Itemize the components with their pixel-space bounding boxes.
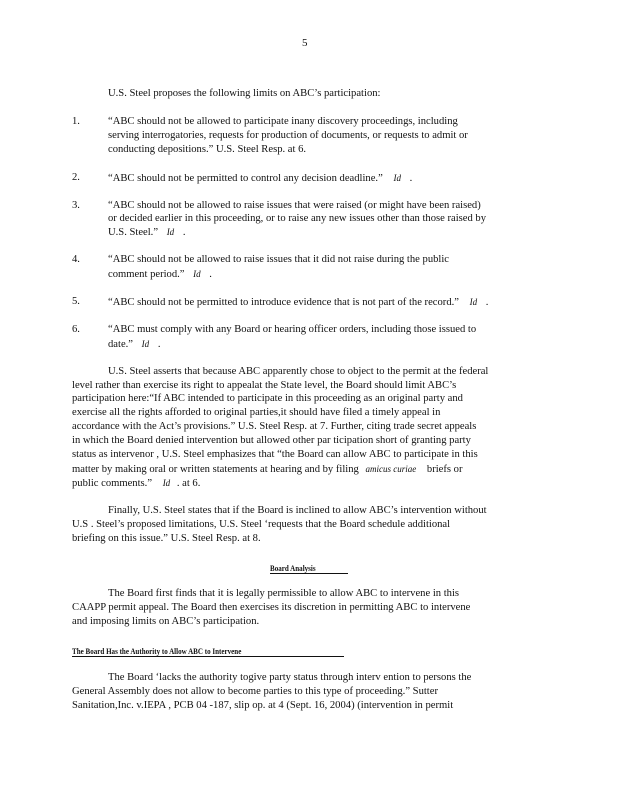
item-1-line-2: serving interrogatories, requests for production of documents, or requests to admit or	[108, 130, 468, 141]
para4-line-2: General Assembly does not allow to become parties to this type of proceeding.” Sutter	[72, 686, 438, 697]
item-6-line-1: “ABC must comply with any Board or hearing officer orders, including those issued to	[108, 324, 477, 335]
para1-at: . at 6.	[176, 478, 201, 489]
item-4-id-tail: .	[209, 269, 212, 280]
item-4-id-cite: Id	[193, 269, 201, 279]
authority-underline	[72, 656, 344, 657]
para2-line-1: Finally, U.S. Steel states that if the Board is inclined to allow ABC’s intervention without	[108, 505, 487, 516]
para1-line-9-text: public comments.”	[72, 478, 153, 489]
item-4-number: 4.	[72, 254, 80, 265]
item-3-id-cite: Id	[166, 227, 175, 237]
item-6-line-2	[108, 338, 160, 351]
board-analysis-heading: Board Analysis	[270, 563, 316, 573]
item-3-number: 3.	[72, 200, 80, 211]
item-6-id-cite: Id	[141, 339, 150, 349]
item-3-line-3	[108, 226, 186, 239]
para1-line-7: status as intervenor , U.S. Steel emphasizes that “the Board can allow ABC to participate in this	[72, 449, 478, 460]
item-4-line-1: “ABC should not be allowed to raise issues that it did not raise during the public	[108, 254, 450, 265]
item-5-text: “ABC should not be permitted to introduce evidence that is not part of the record.”	[108, 297, 459, 308]
para1-line-6: in which the Board denied intervention but allowed other par ticipation short of granting party	[72, 435, 471, 446]
para2-line-2: U.S . Steel’s proposed limitations, U.S. Steel ‘requests that the Board schedule additional	[72, 519, 451, 530]
item-1-line-1: “ABC should not be allowed to participate inany discovery proceedings, including	[108, 116, 458, 127]
item-6-number: 6.	[72, 324, 80, 335]
item-3-id-tail: .	[182, 227, 186, 238]
para1-line-3: participation here:“If ABC intended to participate in this proceeding as an original party and	[72, 393, 463, 404]
para3-line-1: The Board first finds that it is legally permissible to allow ABC to intervene in this	[108, 588, 460, 599]
item-3-line-1: “ABC should not be allowed to raise issues that were raised (or might have been raised)	[108, 200, 481, 211]
item-4-line-2	[108, 268, 212, 281]
intro-line: U.S. Steel proposes the following limits on ABC’s participation:	[108, 88, 381, 99]
item-5-number: 5.	[72, 296, 80, 307]
para1-line-1: U.S. Steel asserts that because ABC apparently chose to object to the permit at the federal	[108, 366, 489, 377]
para1-line-2: level rather than exercise its right to appealat the State level, the Board should limit ABC’s	[72, 380, 457, 391]
page-number: 5	[302, 37, 308, 49]
para4-line-1: The Board ‘lacks the authority togive party status through interv ention to persons the	[108, 672, 472, 683]
para1-line-9	[72, 477, 200, 490]
para2-line-3: briefing on this issue.” U.S. Steel Resp. at 8.	[72, 533, 261, 544]
item-2-id-cite: Id	[393, 173, 401, 183]
briefs-or: briefs or	[426, 464, 463, 475]
para3-line-3: and imposing limits on ABC’s participation.	[72, 616, 260, 627]
item-1-number: 1.	[72, 116, 80, 127]
para1-id-cite: Id	[162, 478, 171, 488]
item-2-number: 2.	[72, 172, 80, 183]
para1-line-8-text: matter by making oral or written statements at hearing and by filing	[72, 464, 359, 475]
authority-heading: The Board Has the Authority to Allow ABC to Intervene	[72, 646, 242, 656]
para1-line-8	[72, 463, 463, 476]
item-2-line-1	[108, 172, 412, 185]
item-6-id-tail: .	[157, 339, 161, 350]
item-3-line-2: or decided earlier in this proceeding, or to raise any new issues other than those raised by	[108, 213, 487, 224]
item-1-line-3: conducting depositions.” U.S. Steel Resp. at 6.	[108, 144, 307, 155]
item-5-line-1	[108, 296, 488, 309]
item-6-text: date.”	[108, 339, 133, 350]
para3-line-2: CAAPP permit appeal. The Board then exercises its discretion in permitting ABC to intervene	[72, 602, 471, 613]
item-5-id-tail: .	[485, 297, 489, 308]
item-4-text: comment period.”	[108, 269, 185, 280]
board-analysis-underline	[270, 573, 348, 574]
item-2-text: “ABC should not be permitted to control any decision deadline.”	[108, 173, 383, 184]
amicus-curiae: amicus curiae	[365, 464, 417, 474]
para4-line-3: Sanitation,Inc. v.IEPA , PCB 04 -187, slip op. at 4 (Sept. 16, 2004) (intervention in permit	[72, 700, 454, 711]
item-5-id-cite: Id	[469, 297, 478, 307]
item-2-id-tail: .	[409, 173, 413, 184]
para1-line-4: exercise all the rights afforded to original parties,it should have filed a timely appeal in	[72, 407, 441, 418]
para1-line-5: accordance with the Act’s provisions.” U.S. Steel Resp. at 7. Further, citing trade secret appeals	[72, 421, 477, 432]
item-3-text: U.S. Steel.”	[108, 227, 159, 238]
